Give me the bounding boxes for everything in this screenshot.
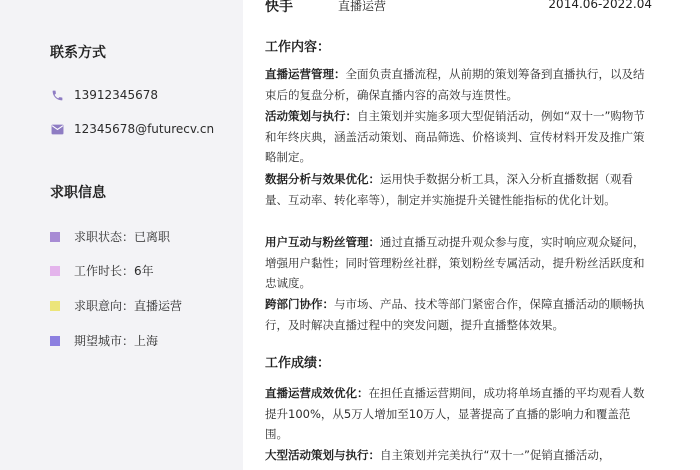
content-item-text: 与市场、产品、技术等部门紧密合作，保障直播活动的顺畅执行，及时解决直播过程中的突发问题，提升直播整体效果。 — [265, 297, 645, 332]
content-item — [265, 106, 653, 168]
phone-icon — [50, 88, 64, 102]
job-info-section-title: 求职信息 — [50, 185, 106, 201]
work-years-marker — [50, 266, 60, 276]
experience-header — [265, 0, 652, 18]
phone-row — [50, 88, 158, 102]
achievement-item-label: 直播运营成效优化： — [265, 386, 369, 400]
content-item — [265, 64, 653, 105]
job-intention-text: 求职意向：直播运营 — [74, 299, 183, 313]
job-status-row — [50, 228, 170, 245]
expected-city-text: 期望城市：上海 — [74, 334, 159, 348]
email-icon — [50, 122, 64, 136]
contact-section-title: 联系方式 — [50, 45, 106, 61]
content-item — [265, 232, 653, 294]
content-item-text: 全面负责直播流程，从前期的策划筹备到直播执行，以及结束后的复盘分析，确保直播内容的高效与连贯性。 — [265, 67, 645, 102]
content-item-label: 活动策划与执行： — [265, 109, 357, 123]
job-status-text: 求职状态：已离职 — [74, 230, 171, 244]
achievement-item-label: 大型活动策划与执行： — [265, 448, 380, 462]
expected-city-marker — [50, 336, 60, 346]
email-text: 12345678@futurecv.cn — [74, 122, 215, 136]
content-item-label: 数据分析与效果优化： — [265, 172, 380, 186]
company-name: 快手 — [265, 0, 293, 15]
work-years-text: 工作时长：6年 — [74, 264, 154, 278]
achievement-item — [265, 383, 653, 445]
achievements-title: 工作成绩： — [265, 356, 331, 371]
work-content-title: 工作内容： — [265, 40, 331, 55]
work-period: 2014.06-2022.04 — [548, 0, 652, 11]
content-item-label: 跨部门协作： — [265, 297, 334, 311]
achievement-item-text: 在担任直播运营期间，成功将单场直播的平均观看人数提升100%，从5万人增加至10万人，显著提高了直播的影响力和覆盖范围。 — [265, 386, 645, 442]
achievement-item-text: 自主策划并完美执行“双十一”促销直播活动， — [380, 448, 611, 462]
content-item-text: 运用快手数据分析工具，深入分析直播数据（观看量、互动率、转化率等），制定并实施提升关键性能指标的优化计划。 — [265, 172, 633, 207]
content-item-label: 用户互动与粉丝管理： — [265, 235, 380, 249]
work-years-row — [50, 262, 154, 279]
main-content — [243, 0, 700, 470]
job-intention-row — [50, 297, 182, 314]
content-item-text: 通过直播互动提升观众参与度，实时响应观众疑问，增强用户黏性；同时管理粉丝社群，策划粉丝专属活动，提升粉丝活跃度和忠诚度。 — [265, 235, 645, 291]
content-item-label: 直播运营管理： — [265, 67, 346, 81]
job-position: 直播运营 — [338, 0, 387, 13]
sidebar — [0, 0, 243, 470]
content-item-text: 自主策划并实施多项大型促销活动，例如“双十一”购物节和年终庆典，涵盖活动策划、商品筛选、价格谈判、宣传材料开发及推广策略制定。 — [265, 109, 645, 165]
expected-city-row — [50, 332, 158, 349]
phone-text: 13912345678 — [74, 88, 158, 102]
content-item — [265, 294, 653, 335]
job-status-marker — [50, 232, 60, 242]
content-item — [265, 169, 653, 210]
job-intention-marker — [50, 301, 60, 311]
email-row — [50, 122, 214, 136]
achievement-item — [265, 445, 653, 466]
